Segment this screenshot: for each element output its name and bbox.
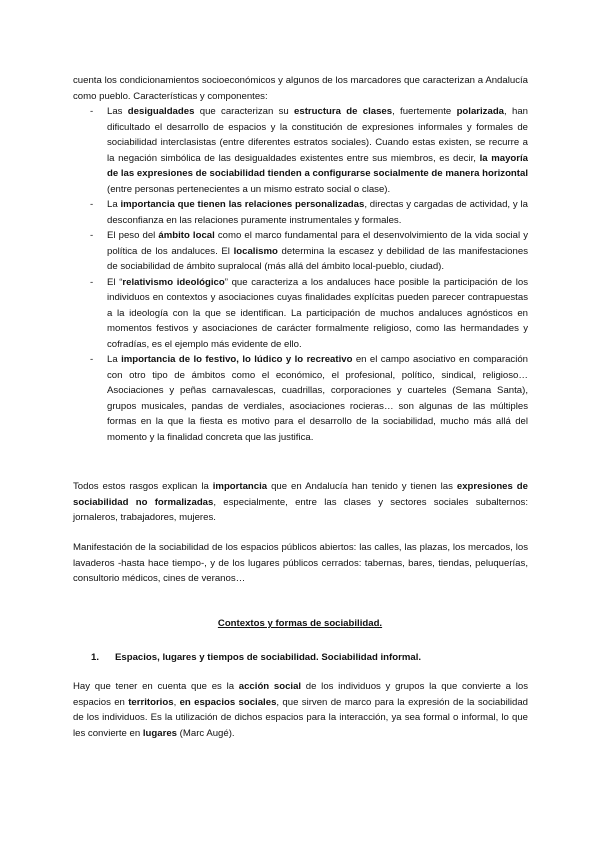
text-run: , directas y cargadas de actividad, y la desconfianza en las relaciones puramente instrumentales y formales. — [107, 199, 528, 226]
text-run: que caracterizan su — [194, 106, 295, 117]
text-run: , fuertemente — [392, 106, 457, 117]
list-item: - El “relativismo ideológico” que caracteriza a los andaluces hace posible la participación de los individuos en contextos y asociaciones cuyas finalidades explícitas pueden parecer contrapuestas a la ideología con la que se identifican. La participación de muchos andaluces agnósticos en momentos festivos y asociaciones de carácter formalmente religioso, como las hermandades y cofradías, es el ejemplo más evidente de ello. — [90, 276, 529, 350]
summary-paragraph — [73, 479, 528, 526]
bold-text-run: polarizada — [456, 106, 505, 117]
text-run: , especialmente, entre las clases y sectores sociales subalternos: jornaleros, trabajadores, mujeres. — [73, 496, 528, 523]
text-run: La — [107, 354, 122, 365]
bold-text-run: desigualdades — [127, 106, 195, 117]
subheading-text: Espacios, lugares y tiempos de sociabilidad. Sociabilidad informal. — [115, 652, 422, 663]
list-item-text — [107, 230, 528, 272]
text-run: de los individuos y grupos la que convierte a los espacios en — [73, 681, 528, 708]
characteristics-list — [73, 104, 528, 445]
text-run: como el marco fundamental para el desenvolvimiento de la vida social y política de los andaluces. El — [107, 230, 528, 257]
text-run: (entre personas pertenecientes a un mismo estrato social o clase). — [107, 183, 391, 195]
intro-paragraph: cuenta los condicionamientos socioeconómicos y algunos de los marcadores que caracterizan a Andalucía como pueblo. Características y componentes: — [73, 75, 528, 102]
bold-text-run: territorios — [128, 696, 174, 708]
bold-text-run: ámbito local — [158, 230, 215, 241]
bold-text-run: la mayoría de las expresiones de sociabilidad tienden a configurarse socialmente de manera horizontal — [107, 152, 529, 179]
text-run: ” que caracteriza a los andaluces hace posible la participación de los individuos en contextos y asociaciones cuyas finalidades explícitas pueden parecer contrapuestas a la ideología con la que se identifican. La participación de muchos andaluces agnósticos en momentos festivos y asociaciones de carácter formalmente religioso, como las hermandades y cofradías, es el ejemplo más evidente de ello. — [107, 276, 529, 350]
list-item: - El peso del ámbito local como el marco fundamental para el desenvolvimiento de la vida social y política de los andaluces. El localismo determina la escasez y debilidad de las manifestaciones de sociabilidad de ámbito supralocal (más allá del ámbito local-pueblo, ciudad). — [90, 230, 528, 272]
section-heading — [0, 616, 600, 631]
numbered-subheading — [91, 650, 421, 665]
bold-text-run: relativismo ideológico — [122, 276, 225, 288]
text-run: que en Andalucía han tenido y tienen las — [267, 481, 457, 492]
subheading-number: 1. — [91, 652, 100, 663]
list-item: - Las desigualdades que caracterizan su estructura de clases, fuertemente polarizada, han dificultado el desarrollo de espacios y la constitución de expresiones informales y formales de sociabilidad interclasistas (entre diferentes estratos sociales). Cuando estas existen, se recurre a la negación simbólica de las desigualdades existentes entre sus miembros, es decir, la mayoría de las expresiones de sociabilidad tienden a configurarse socialmente de manera horizontal (entre personas pertenecientes a un mismo estrato social o clase). — [90, 106, 529, 195]
social-action-paragraph — [73, 679, 528, 741]
bold-text-run: importancia — [212, 481, 268, 492]
list-item-text — [107, 106, 528, 195]
bold-text-run: expresiones de sociabilidad no formalizadas — [73, 481, 528, 508]
bold-text-run: importancia que tienen las relaciones personalizadas — [120, 199, 365, 210]
text-run: Hay que tener en cuenta que es la — [73, 681, 239, 692]
bold-text-run: acción social — [238, 681, 302, 692]
bold-text-run: lugares — [142, 727, 177, 739]
text-run: , que sirven de marco para la expresión de la sociabilidad de los individuos. Es la utilización de dichos espacios para la interacción, ya sea formal o informal, lo que les convierte en — [73, 696, 528, 739]
bold-text-run: estructura de clases — [294, 106, 393, 117]
text-run: en el campo asociativo en comparación con otro tipo de ámbitos como el económico, el profesional, político, sindical, religioso… Asociaciones y peñas carnavalescas, cuadrillas, corporaciones y cuarteles (Semana Santa), grupos musicales, pandas de verdiales, asociaciones rocieras… son algunas de las múltiples formas en la que la fiesta es motivo para el desarrollo de la sociabilidad, mucho más allá del momento y la finalidad concreta que las justifica. — [107, 354, 529, 443]
list-item-text — [107, 199, 528, 226]
bold-text-run: importancia de lo festivo, lo lúdico y lo recreativo — [121, 354, 353, 365]
section-heading-text: Contextos y formas de sociabilidad. — [217, 618, 383, 629]
text-run: Todos estos rasgos explican la — [73, 481, 213, 492]
bold-text-run: en espacios sociales — [179, 696, 277, 708]
manifestation-paragraph: Manifestación de la sociabilidad de los espacios públicos abiertos: las calles, las plazas, los mercados, los lavaderos -hasta hace tiempo-, y de los lugares públicos cerrados: tabernas, bares, tiendas, peluquerías, consultorio médicos, cines de veranos… — [73, 542, 528, 584]
text-run: El “ — [107, 276, 123, 288]
list-item-text — [107, 277, 528, 350]
text-run: El peso del — [107, 230, 159, 241]
text-run: (Marc Augé). — [177, 727, 235, 739]
bold-text-run: localismo — [233, 245, 278, 257]
list-item-text — [107, 354, 528, 443]
list-item: - La importancia de lo festivo, lo lúdico y lo recreativo en el campo asociativo en comparación con otro tipo de ámbitos como el económico, el profesional, político, sindical, religioso… Asociaciones y peñas carnavalescas, cuadrillas, corporaciones y cuarteles (Semana Santa), grupos musicales, pandas de verdiales, asociaciones rocieras… son algunas de las múltiples formas en la que la fiesta es motivo para el desarrollo de la sociabilidad, mucho más allá del momento y la finalidad concreta que las justifica. — [90, 354, 529, 443]
text-run: determina la escasez y debilidad de las manifestaciones de sociabilidad de ámbito supralocal (más allá del ámbito local-pueblo, ciudad). — [107, 245, 528, 272]
list-item: - La importancia que tienen las relaciones personalizadas, directas y cargadas de actividad, y la desconfianza en las relaciones puramente instrumentales y formales. — [90, 199, 528, 226]
text-run: La — [107, 199, 121, 210]
text-run: Las — [107, 106, 128, 117]
text-run: , — [173, 696, 180, 708]
text-run: , han dificultado el desarrollo de espacios y la constitución de expresiones informales y formales de sociabilidad interclasistas (entre diferentes estratos sociales). Cuando estas existen, se recurre a la negación simbólica de las desigualdades existentes entre sus miembros, es decir, — [107, 106, 528, 164]
